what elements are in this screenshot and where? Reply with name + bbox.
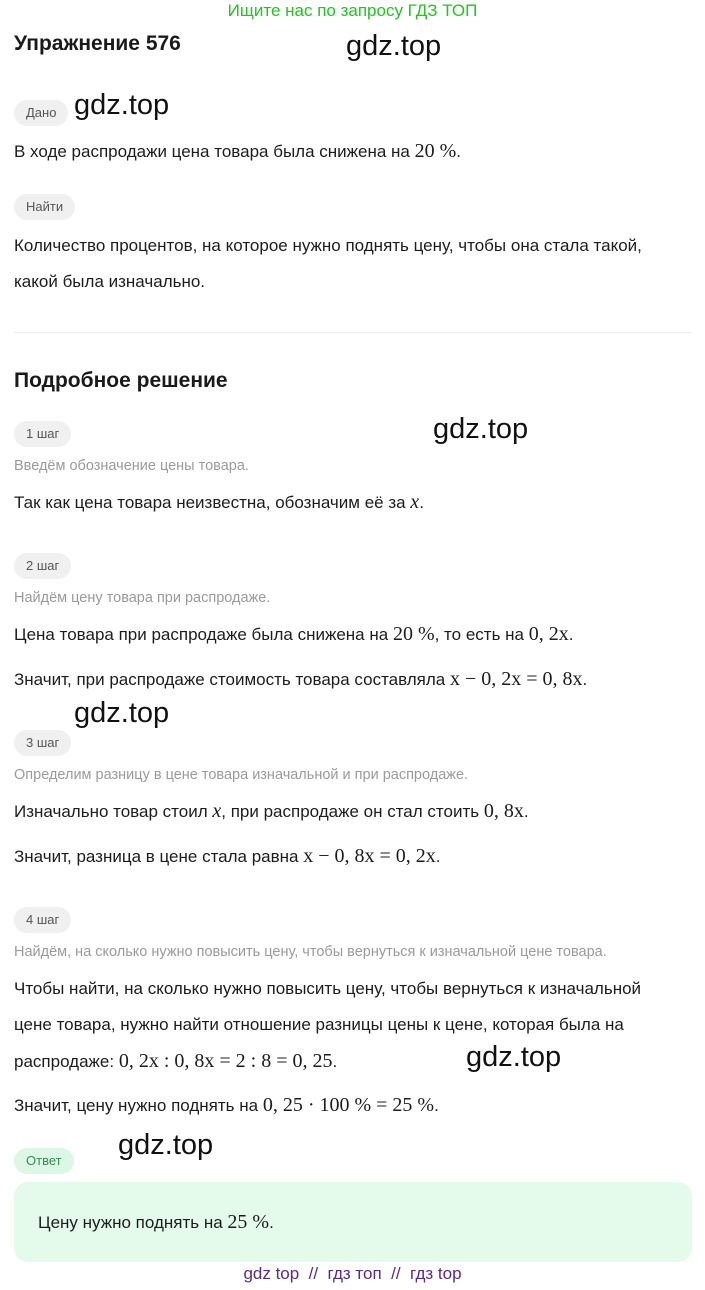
step-hint: Определим разницу в цене товара изначальной и при распродаже.	[14, 767, 469, 783]
step-text: распродаже: 0, 2x : 0, 8x = 2 : 8 = 0, 25.	[14, 1050, 338, 1072]
step-hint: Найдём, на сколько нужно повысить цену, чтобы вернуться к изначальной цене товара.	[14, 944, 607, 960]
page-title: Упражнение 576	[14, 32, 181, 55]
step-text: Так как цена товара неизвестна, обозначим её за x.	[14, 491, 424, 513]
given-section	[14, 100, 68, 126]
watermark: gdz.top	[466, 1041, 562, 1073]
step-text: Значит, цену нужно поднять на 0, 25 · 100 % = 25 %.	[14, 1094, 439, 1116]
find-text-line-2: какой была изначально.	[14, 272, 206, 291]
find-section	[14, 194, 75, 220]
footer-links: gdz top // гдз топ // гдз top	[243, 1264, 462, 1283]
watermark: gdz.top	[346, 30, 442, 62]
answer-badge: Ответ	[14, 1148, 74, 1174]
solution-title: Подробное решение	[14, 369, 228, 392]
find-badge: Найти	[14, 194, 75, 220]
step-hint: Найдём цену товара при распродаже.	[14, 590, 271, 606]
step-badge: 1 шаг	[14, 421, 71, 447]
step-text: Значит, разница в цене стала равна x − 0, 8x = 0, 2x.	[14, 845, 441, 867]
find-text-line-1: Количество процентов, на которое нужно поднять цену, чтобы она стала такой,	[14, 236, 642, 255]
step-text: Цена товара при распродаже была снижена на 20 %, то есть на 0, 2x.	[14, 623, 574, 645]
step-text: цене товара, нужно найти отношение разницы цены к цене, которая была на	[14, 1015, 624, 1034]
given-text: В ходе распродажи цена товара была снижена на 20 %.	[14, 140, 462, 162]
step-badge: 2 шаг	[14, 553, 71, 579]
given-badge: Дано	[14, 100, 68, 126]
divider	[14, 332, 692, 333]
watermark: gdz.top	[74, 697, 170, 729]
step-badge: 3 шаг	[14, 730, 71, 756]
watermark: gdz.top	[433, 413, 529, 445]
step-text: Чтобы найти, на сколько нужно повысить цену, чтобы вернуться к изначальной	[14, 979, 642, 998]
search-banner: Ищите нас по запросу ГДЗ ТОП	[227, 1, 478, 20]
step-text: Значит, при распродаже стоимость товара составляла x − 0, 2x = 0, 8x.	[14, 668, 588, 690]
step-hint: Введём обозначение цены товара.	[14, 458, 249, 474]
answer-text: Цену нужно поднять на 25 %.	[38, 1211, 274, 1233]
watermark: gdz.top	[118, 1129, 214, 1161]
answer-section	[14, 1148, 74, 1174]
watermark: gdz.top	[74, 89, 170, 121]
step-text: Изначально товар стоил x, при распродаже он стал стоить 0, 8x.	[14, 800, 529, 822]
step-badge: 4 шаг	[14, 907, 71, 933]
answer-box	[14, 1182, 692, 1262]
